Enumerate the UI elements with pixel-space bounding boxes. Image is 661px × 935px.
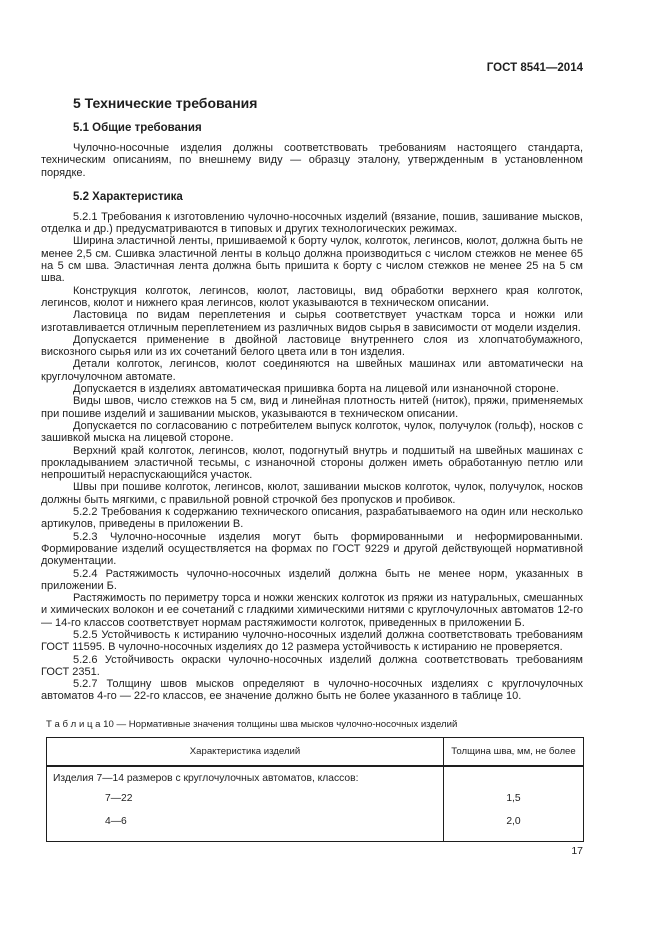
paragraph: 5.2.5 Устойчивость к истиранию чулочно-носочных изделий должна соответствовать требованиям ГОСТ 11595. В чулочно-носочных изделиях до 12 размера устойчивость к истиранию не проверяется. [41, 628, 583, 654]
paragraph: Чулочно-носочные изделия должны соответствовать требованиям настоящего стандарта, техническим описаниям, по внешнему виду — образцу эталону, утвержденным в установленном порядке. [41, 142, 583, 179]
paragraph: Ластовица по видам переплетения и сырья соответствует участкам торса и ножки или изготавливается отличным переплетением из различных видов сырья в зависимости от модели изделия. [41, 309, 583, 334]
paragraph: 5.2.2 Требования к содержанию технического описания, разрабатываемого на один или несколько артикулов, приведены в приложении В. [41, 506, 583, 531]
paragraph: 5.2.4 Растяжимость чулочно-носочных изделий должна быть не менее норм, указанных в приложении Б. [41, 567, 583, 592]
cell-empty [444, 766, 584, 793]
paragraph: 5.2.3 Чулочно-носочные изделия могут быть формированными и неформированными. Формирование изделий осуществляется на формах по ГОСТ 9229 и другой действующей нормативной документации. [41, 530, 583, 568]
paragraph: Растяжимость по периметру торса и ножки женских колготок из пряжи из натуральных, смешанных и химических волокон и ее сочетаний с гладкими химическими нитями с круглочулочных автоматов 12-го — 14-го классов соответствует нормам растяжимости колготок, приведенных в приложении Б. [41, 592, 583, 629]
col-header-characteristic: Характеристика изделий [47, 737, 444, 766]
cell-thickness-value: 2,0 [506, 815, 521, 827]
doc-number-header: ГОСТ 8541—2014 [486, 62, 583, 74]
paragraph: Ширина эластичной ленты, пришиваемой к борту чулок, колготок, легинсов, кюлот, должна быть не менее 2,5 см. Сшивка эластичной ленты в кольцо должна производиться с числом стежков не менее 65 на 5 см шва. Эластичная лента должна быть пришита к борту с числом стежков не менее 25 на 5 см шва. [41, 235, 583, 285]
section-heading: 5 Технические требования [73, 95, 258, 111]
thickness-table [46, 737, 584, 842]
subsection-heading-characteristics: 5.2 Характеристика [73, 190, 183, 203]
cell-group-label: Изделия 7—14 размеров с круглочулочных автоматов, классов: [47, 766, 444, 793]
paragraph: Конструкция колготок, легинсов, кюлот, ластовицы, вид обработки верхнего края колготок, легинсов, кюлот и нижнего края легинсов, кюлот указываются в техническом описании. [41, 284, 583, 309]
paragraph: Допускается применение в двойной ластовице внутреннего слоя из хлопчатобумажного, вискозного сырья или из их сочетаний белого цвета или в тон изделия. [41, 333, 583, 359]
paragraph: Допускается в изделиях автоматическая пришивка борта на лицевой или изнаночной стороне. [73, 383, 559, 396]
paragraph: Допускается по согласованию с потребителем выпуск колготок, чулок, получулок (гольф), носков с зашивкой мыска на лицевой стороне. [41, 419, 583, 445]
cell-class-range: 7—22 [47, 793, 444, 816]
table-header-row [47, 737, 584, 766]
paragraph: 5.2.7 Толщину швов мысков определяют в чулочно-носочных изделиях с круглочулочных автоматов 4-го — 22-го классов, ее значение должно быть не более указанного в таблице 10. [41, 678, 583, 703]
page-content [41, 62, 583, 842]
table-caption: Т а б л и ц а 10 — Нормативные значения толщины шва мысков чулочно-носочных изделий [46, 718, 458, 730]
paragraph: 5.2.1 Требования к изготовлению чулочно-носочных изделий (вязание, пошив, зашивание мысков, отделка и др.) предусматриваются в типовых и других технологических режимах. [41, 210, 583, 236]
paragraph: Швы при пошиве колготок, легинсов, кюлот, зашивании мысков колготок, чулок, получулок, носков должны быть мягкими, с правильной ровной строчкой без пропусков и пробивок. [41, 481, 583, 506]
cell-thickness-value: 1,5 [506, 792, 521, 804]
paragraph: 5.2.6 Устойчивость окраски чулочно-носочных изделий должна соответствовать требованиям ГОСТ 2351. [41, 653, 583, 678]
subsection-heading-general: 5.1 Общие требования [73, 122, 202, 134]
col-header-thickness: Толщина шва, мм, не более [444, 737, 584, 766]
paragraph: Детали колготок, легинсов, кюлот соединяются на швейных машинах или автоматически на круглочулочном автомате. [41, 358, 583, 383]
cell-class-range: 4—6 [47, 816, 444, 842]
table-row [47, 793, 584, 816]
page-number: 17 [571, 845, 583, 857]
paragraph: Верхний край колготок, легинсов, кюлот, подогнутый внутрь и подшитый на швейных машинах с прокладыванием эластичной тесьмы, с изнаночной стороны должен иметь обработанную петлю или непрошитый нераспускающийся участок. [41, 444, 583, 482]
table-row [47, 766, 584, 793]
table-row [47, 816, 584, 842]
paragraph: Виды швов, число стежков на 5 см, вид и линейная плотность нитей (ниток), пряжи, применяемых при пошиве изделий и зашивании мысков, указываются в техническом описании. [41, 395, 583, 420]
